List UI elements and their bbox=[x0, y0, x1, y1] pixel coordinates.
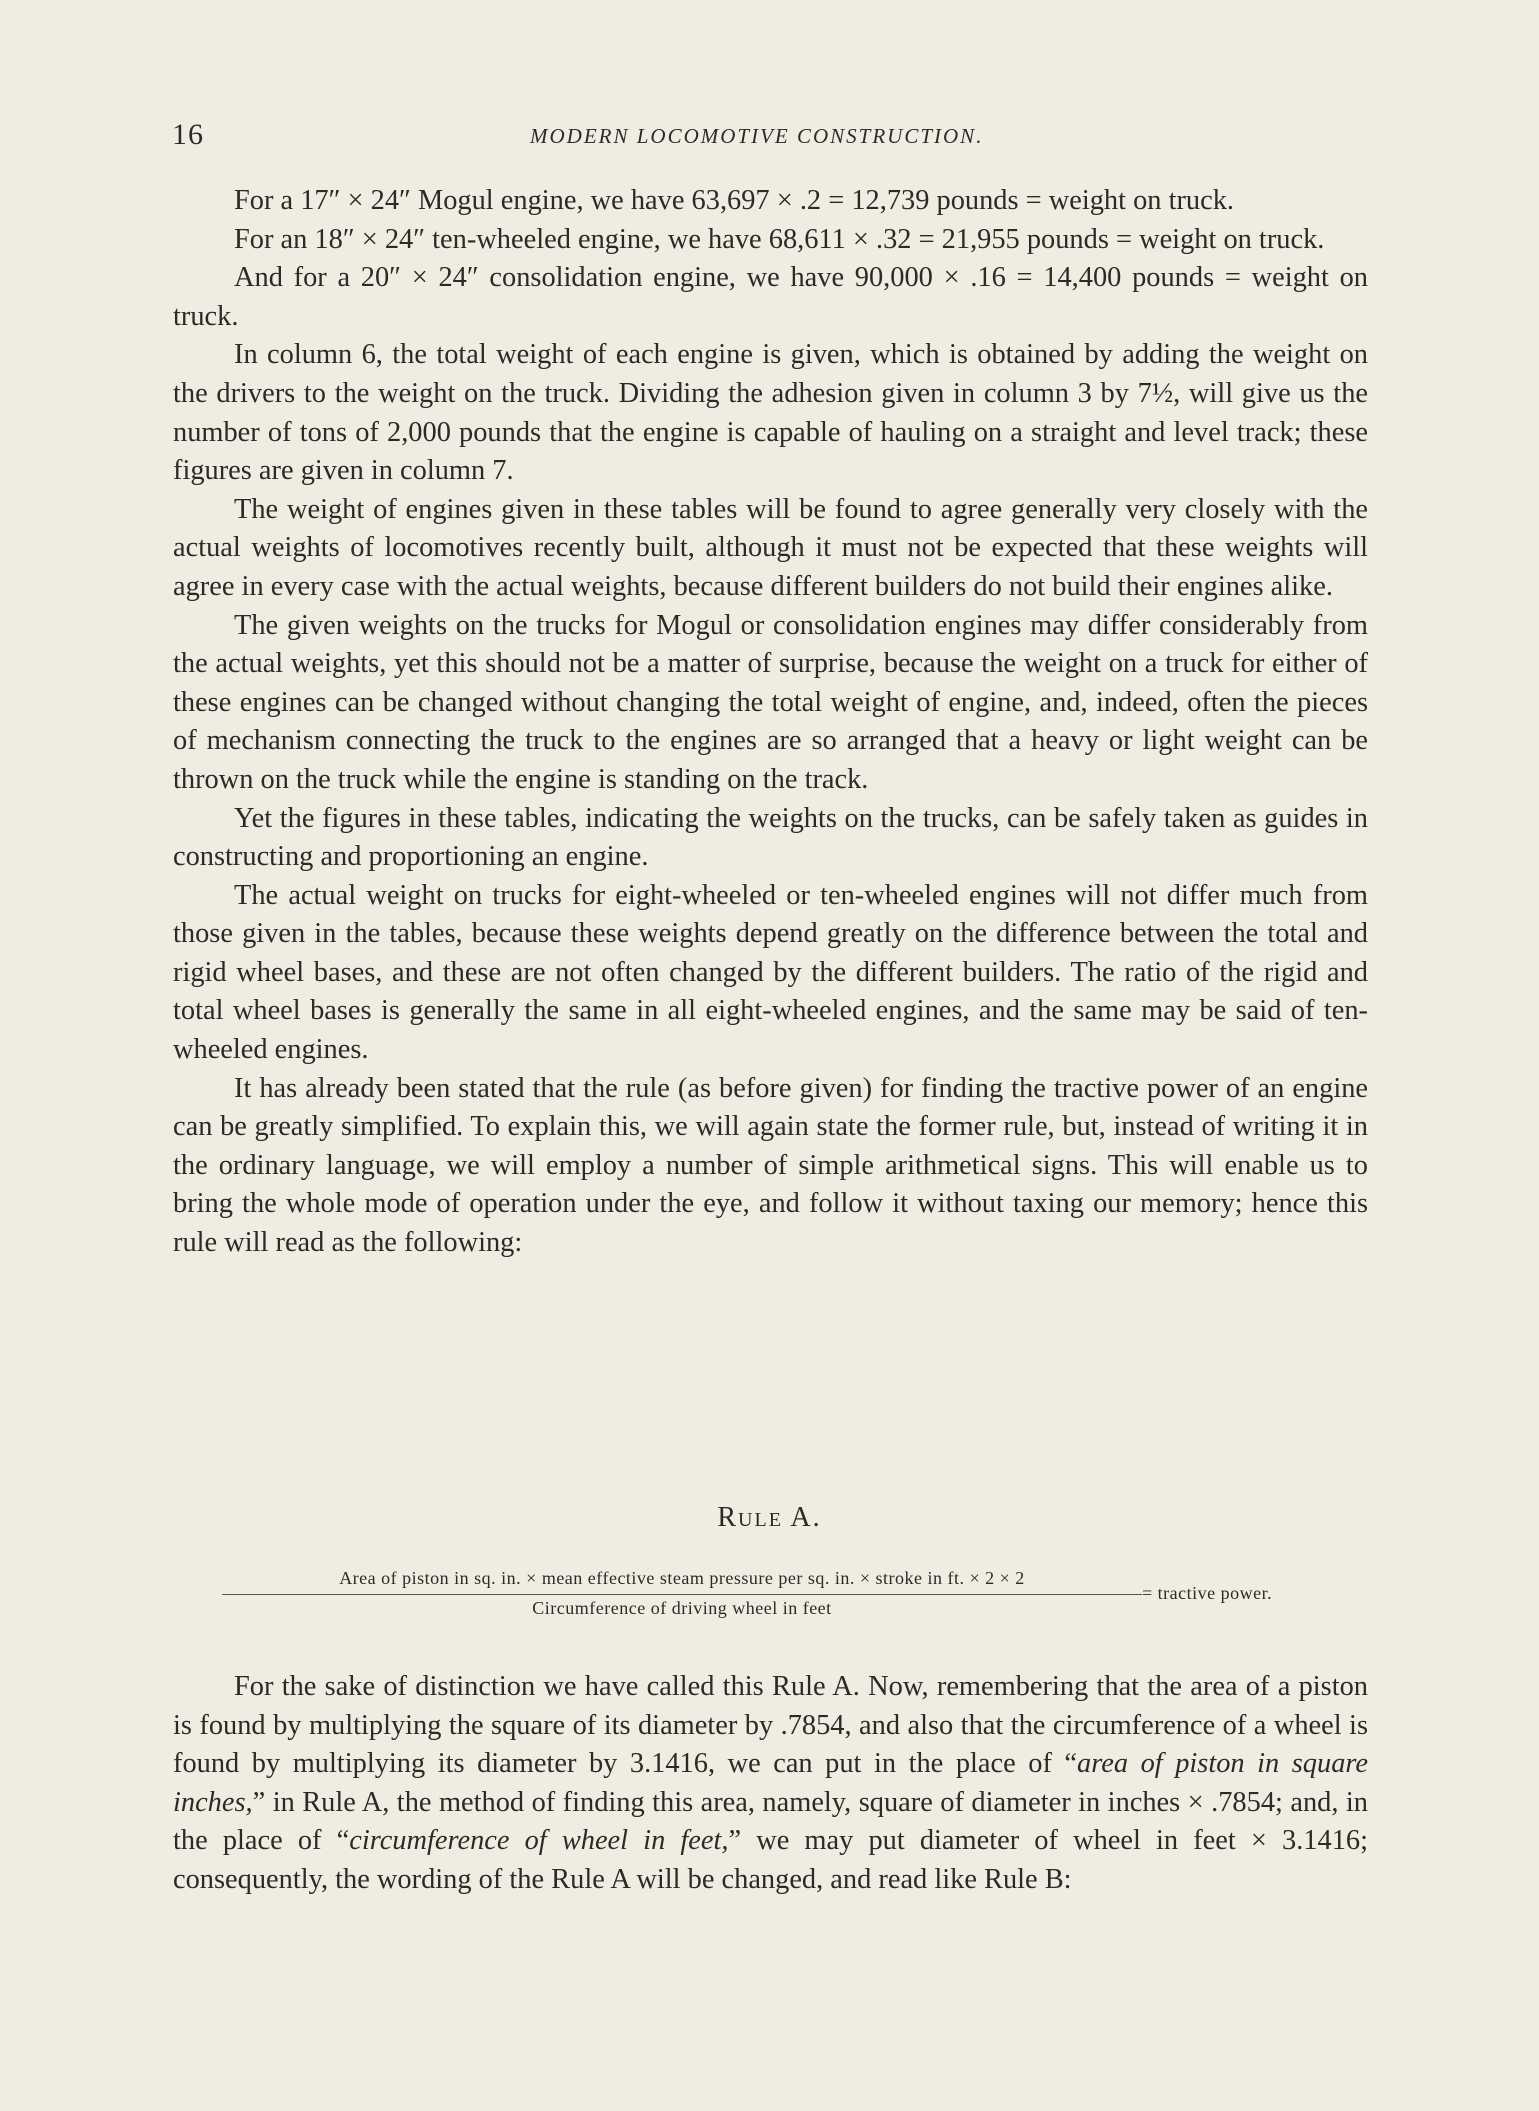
formula-denominator: Circumference of driving wheel in feet bbox=[532, 1598, 832, 1618]
italic-phrase: circumference of wheel in feet, bbox=[349, 1825, 729, 1857]
paragraph: The given weights on the trucks for Mogul or consolidation engines may differ considerably from the actual weights, yet this should not be a matter of surprise, because the weight on a truck for either of these engines can be changed without changing the total weight of engine, and, indeed, often the pieces of mechanism connecting the truck to the engines are so arranged that a heavy or light weight can be thrown on the truck while the engine is standing on the track. bbox=[173, 609, 1368, 795]
paragraph: For an 18″ × 24″ ten-wheeled engine, we have 68,611 × .32 = 21,955 pounds = weight on truck. bbox=[234, 223, 1325, 255]
body-text bbox=[173, 182, 1368, 1263]
formula-numerator: Area of piston in sq. in. × mean effective steam pressure per sq. in. × stroke in ft. × 2 × 2 bbox=[339, 1568, 1025, 1588]
formula-result: = tractive power. bbox=[1142, 1583, 1273, 1603]
paragraph: In column 6, the total weight of each engine is given, which is obtained by adding the weight on the drivers to the weight on the truck. Dividing the adhesion given in column 3 by 7½, will give us the number of tons of 2,000 pounds that the engine is capable of hauling on a straight and level track; these figures are given in column 7. bbox=[173, 339, 1368, 487]
closing-text bbox=[173, 1668, 1368, 1900]
fraction-line bbox=[222, 1594, 1142, 1595]
paragraph: It has already been stated that the rule (as before given) for finding the tractive power of an engine can be greatly simplified. To explain this, we will again state the former rule, but, instead of writing it in the ordinary language, we will employ a number of simple arithmetical signs. This will enable us to bring the whole mode of operation under the eye, and follow it without taxing our memory; hence this rule will read as the following: bbox=[173, 1072, 1368, 1259]
page-number: 16 bbox=[172, 118, 204, 151]
rule-heading-text: Rule A. bbox=[717, 1502, 822, 1533]
italic-phrase: area of piston in square inches, bbox=[173, 1748, 1368, 1818]
running-title: MODERN LOCOMOTIVE CONSTRUCTION. bbox=[530, 124, 984, 148]
paragraph: The actual weight on trucks for eight-wheeled or ten-wheeled engines will not differ much from those given in the tables, because these weights depend greatly on the difference between the total and rigid wheel bases, and these are not often changed by the different builders. The ratio of the rigid and total wheel bases is generally the same in all eight-wheeled engines, and the same may be said of ten-wheeled engines. bbox=[173, 879, 1368, 1066]
paragraph: Yet the figures in these tables, indicating the weights on the trucks, can be safely taken as guides in constructing and proportioning an engine. bbox=[173, 802, 1368, 873]
text-run: ” in Rule A, the method of finding this area, namely, square of diameter in inches × .7854; and, in the place of “ bbox=[173, 1786, 1368, 1857]
paragraph: For a 17″ × 24″ Mogul engine, we have 63,697 × .2 = 12,739 pounds = weight on truck. bbox=[234, 185, 1235, 216]
paragraph: The weight of engines given in these tables will be found to agree generally very closely with the actual weights of locomotives recently built, although it must not be expected that these weights will agree in every case with the actual weights, because different builders do not build their engines alike. bbox=[173, 493, 1368, 602]
rule-formula bbox=[222, 1568, 1322, 1638]
paragraph: And for a 20″ × 24″ consolidation engine, we have 90,000 × .16 = 14,400 pounds = weight on truck. bbox=[173, 262, 1368, 332]
text-run: ” we may put diameter of wheel in feet × 3.1416; consequently, the wording of the Rule A will be changed, and read like Rule B: bbox=[173, 1825, 1368, 1895]
paragraph bbox=[173, 1668, 1368, 1900]
text-run: For the sake of distinction we have called this Rule A. Now, remembering that the area of a piston is found by multiplying the square of its diameter by .7854, and also that the circumference of a wheel is found by multiplying its diameter by 3.1416, we can put in the place of “ bbox=[173, 1671, 1368, 1780]
rule-heading bbox=[0, 1502, 1539, 1534]
